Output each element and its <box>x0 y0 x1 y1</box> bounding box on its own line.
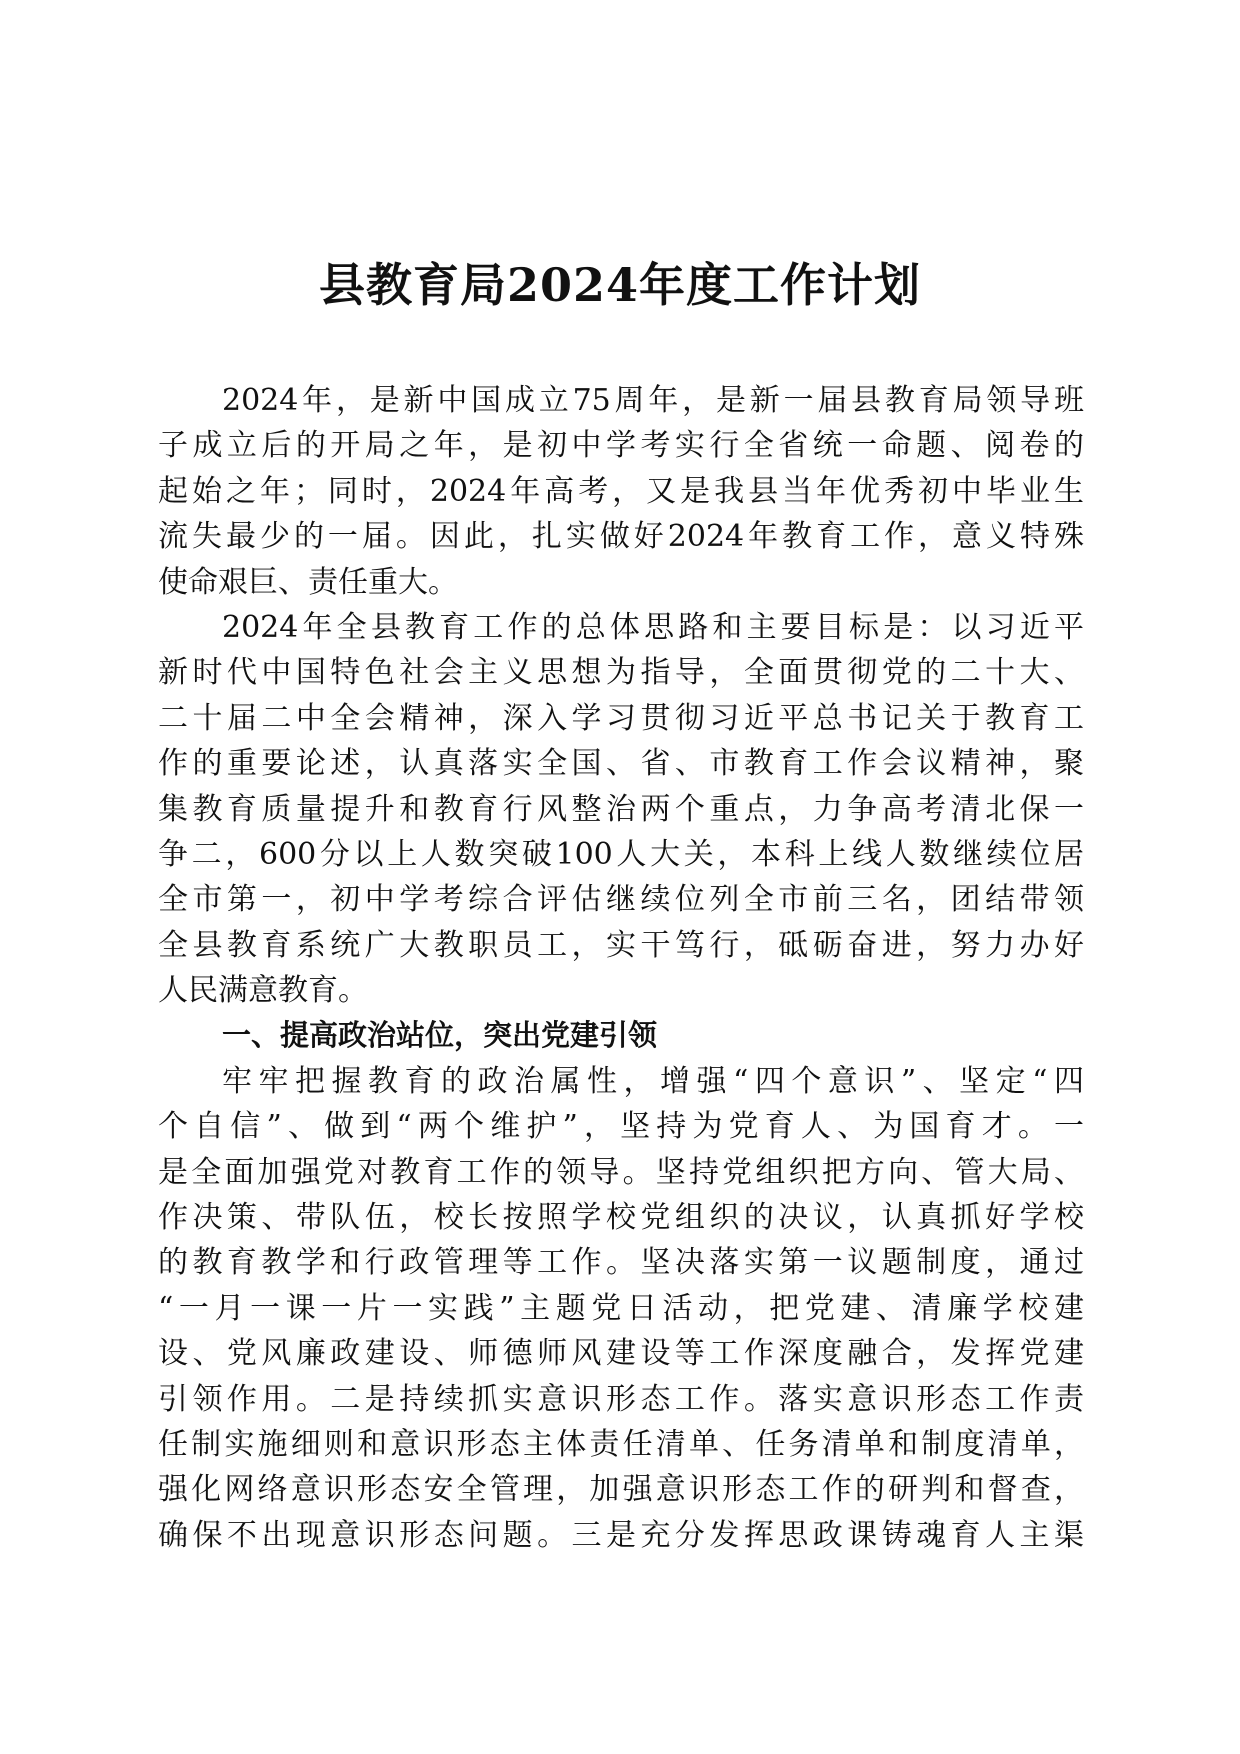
text-line: 作的重要论述，认真落实全国、省、市教育工作会议精神，聚 <box>158 746 1084 782</box>
paragraph-overall-goals <box>158 605 1084 1014</box>
text-line: 2024年全县教育工作的总体思路和主要目标是：以习近平 <box>222 609 1084 645</box>
text-line: 全市第一，初中学考综合评估继续位列全市前三名，团结带领 <box>158 882 1084 918</box>
text-line: 作决策、带队伍，校长按照学校党组织的决议，认真抓好学校 <box>158 1200 1084 1236</box>
text-line: “一月一课一片一实践”主题党日活动，把党建、清廉学校建 <box>158 1290 1084 1326</box>
text-line: 确保不出现意识形态问题。三是充分发挥思政课铸魂育人主渠 <box>158 1517 1084 1553</box>
text-line: 任制实施细则和意识形态主体责任清单、任务清单和制度清单， <box>158 1426 1084 1462</box>
text-line: 流失最少的一届。因此，扎实做好2024年教育工作，意义特殊 <box>158 519 1084 555</box>
text-line: 人民满意教育。 <box>158 973 368 1009</box>
text-line: 强化网络意识形态安全管理，加强意识形态工作的研判和督查， <box>158 1472 1084 1508</box>
text-line: 引领作用。二是持续抓实意识形态工作。落实意识形态工作责 <box>158 1381 1084 1417</box>
text-line: 集教育质量提升和教育行风整治两个重点，力争高考清北保一 <box>158 791 1084 827</box>
document-title: 县教育局2024年度工作计划 <box>318 258 922 312</box>
text-line: 设、党风廉政建设、师德师风建设等工作深度融合，发挥党建 <box>158 1336 1084 1372</box>
text-line: 个自信”、做到“两个维护”，坚持为党育人、为国育才。一 <box>158 1109 1084 1145</box>
paragraph-intro <box>158 378 1084 605</box>
text-line: 新时代中国特色社会主义思想为指导，全面贯彻党的二十大、 <box>158 655 1084 691</box>
text-line: 争二，600分以上人数突破100人大关，本科上线人数继续位居 <box>158 836 1084 872</box>
section-heading: 一、提高政治站位，突出党建引领 <box>222 1018 658 1053</box>
text-line: 2024年，是新中国成立75周年，是新一届县教育局领导班 <box>222 383 1084 418</box>
text-line: 的教育教学和行政管理等工作。坚决落实第一议题制度，通过 <box>158 1245 1084 1281</box>
text-line: 是全面加强党对教育工作的领导。坚持党组织把方向、管大局、 <box>158 1154 1084 1190</box>
document-body <box>158 378 1084 1558</box>
text-line: 二十届二中全会精神，深入学习贯彻习近平总书记关于教育工 <box>158 700 1084 736</box>
text-line: 使命艰巨、责任重大。 <box>158 564 458 600</box>
text-line: 牢牢把握教育的政治属性，增强“四个意识”、坚定“四 <box>222 1063 1084 1099</box>
paragraph-party-building <box>158 1059 1084 1558</box>
text-line: 起始之年；同时，2024年高考，又是我县当年优秀初中毕业生 <box>158 473 1084 509</box>
text-line: 子成立后的开局之年，是初中学考实行全省统一命题、阅卷的 <box>158 428 1084 464</box>
text-line: 全县教育系统广大教职员工，实干笃行，砥砺奋进，努力办好 <box>158 927 1084 963</box>
